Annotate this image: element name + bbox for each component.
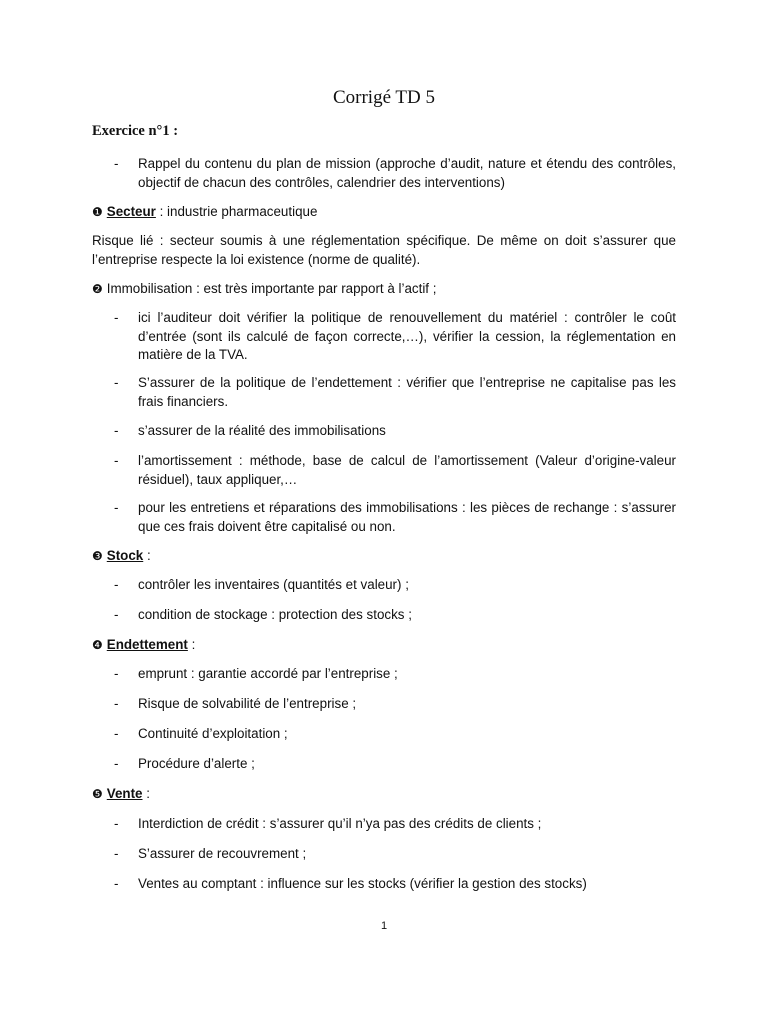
list-item [92,606,676,625]
number-badge-icon: ❶ [92,205,103,219]
number-badge-icon: ❷ [92,282,103,296]
list-item [92,374,676,411]
section-title: Vente [106,786,143,801]
section-title-rest: : [187,637,196,652]
bullet-dash: - [114,726,119,741]
list-item-text: pour les entretiens et réparations des immobilisations : les pièces de rechange : s’assurer que ces frais doivent être capitalisé ou non. [138,500,676,534]
section-heading-endettement [92,636,676,655]
bullet-dash: - [114,577,119,592]
exercise-heading: Exercice n°1 : [92,123,179,139]
bullet-dash: - [114,453,119,468]
list-item-text: l’amortissement : méthode, base de calcul de l’amortissement (Valeur d’origine-valeur résiduel), taux appliquer,… [138,453,676,487]
list-item-text: Procédure d’alerte ; [138,756,255,771]
list-item-text: Interdiction de crédit : s’assurer qu’il n’ya pas des crédits de clients ; [138,816,542,831]
bullet-dash: - [114,846,119,861]
bullet-dash: - [114,375,119,390]
list-item [92,499,676,536]
bullet-dash: - [114,696,119,711]
bullet-dash: - [114,423,119,438]
number-badge-icon: ❸ [92,549,103,563]
bullet-dash: - [114,310,119,325]
document-title: Corrigé TD 5 [332,87,436,108]
list-item-text: emprunt : garantie accordé par l’entreprise ; [138,666,398,681]
list-item [92,665,676,684]
bullet-dash: - [114,156,119,171]
list-item [92,576,676,595]
list-item [92,695,676,714]
list-item-text: condition de stockage : protection des stocks ; [138,607,412,622]
paragraph-risque: Risque lié : secteur soumis à une réglementation spécifique. De même on doit s’assurer que l’entreprise respecte la loi existence (norme de qualité). [92,233,676,267]
list-item-text: S’assurer de la politique de l’endettement : vérifier que l’entreprise ne capitalise pas les frais financiers. [138,375,676,409]
list-item [92,452,676,489]
list-item-text: S’assurer de recouvrement ; [138,846,307,861]
list-item-text: ici l’auditeur doit vérifier la politique de renouvellement du matériel : contrôler le coût d’entrée (sont ils calculé de façon correcte,…), vérifier la cession, la réglementation en matière de la TVA. [138,310,676,362]
list-item [92,755,676,774]
list-item [92,155,676,192]
section-title: Endettement [106,637,188,652]
section-title-rest: : industrie pharmaceutique [155,204,318,219]
section-title: Secteur [106,204,156,219]
list-item-text: Rappel du contenu du plan de mission (approche d’audit, nature et étendu des contrôles, objectif de chacun des contrôles, calendrier des interventions) [138,156,676,190]
list-item-text: Ventes au comptant : influence sur les stocks (vérifier la gestion des stocks) [138,876,587,891]
list-item-text: Continuité d’exploitation ; [138,726,288,741]
section-title: Immobilisation : est très importante par rapport à l’actif ; [106,281,437,296]
list-item [92,422,676,441]
list-item [92,845,676,864]
number-badge-icon: ❹ [92,638,103,652]
section-heading-vente [92,785,676,804]
page-number: 1 [380,920,388,932]
list-item [92,309,676,365]
section-heading-stock [92,547,676,566]
bullet-dash: - [114,666,119,681]
list-item [92,875,676,894]
bullet-dash: - [114,607,119,622]
list-item [92,725,676,744]
section-heading-secteur [92,203,676,222]
bullet-dash: - [114,816,119,831]
list-item [92,815,676,834]
list-item-text: contrôler les inventaires (quantités et valeur) ; [138,577,409,592]
section-title-rest: : [142,786,150,801]
number-badge-icon: ❺ [92,787,103,801]
list-item-text: Risque de solvabilité de l’entreprise ; [138,696,357,711]
list-item-text: s’assurer de la réalité des immobilisations [138,423,386,438]
bullet-dash: - [114,756,119,771]
section-title: Stock [106,548,144,563]
bullet-dash: - [114,500,119,515]
section-title-rest: : [143,548,151,563]
bullet-dash: - [114,876,119,891]
section-heading-immobilisation [92,280,676,299]
